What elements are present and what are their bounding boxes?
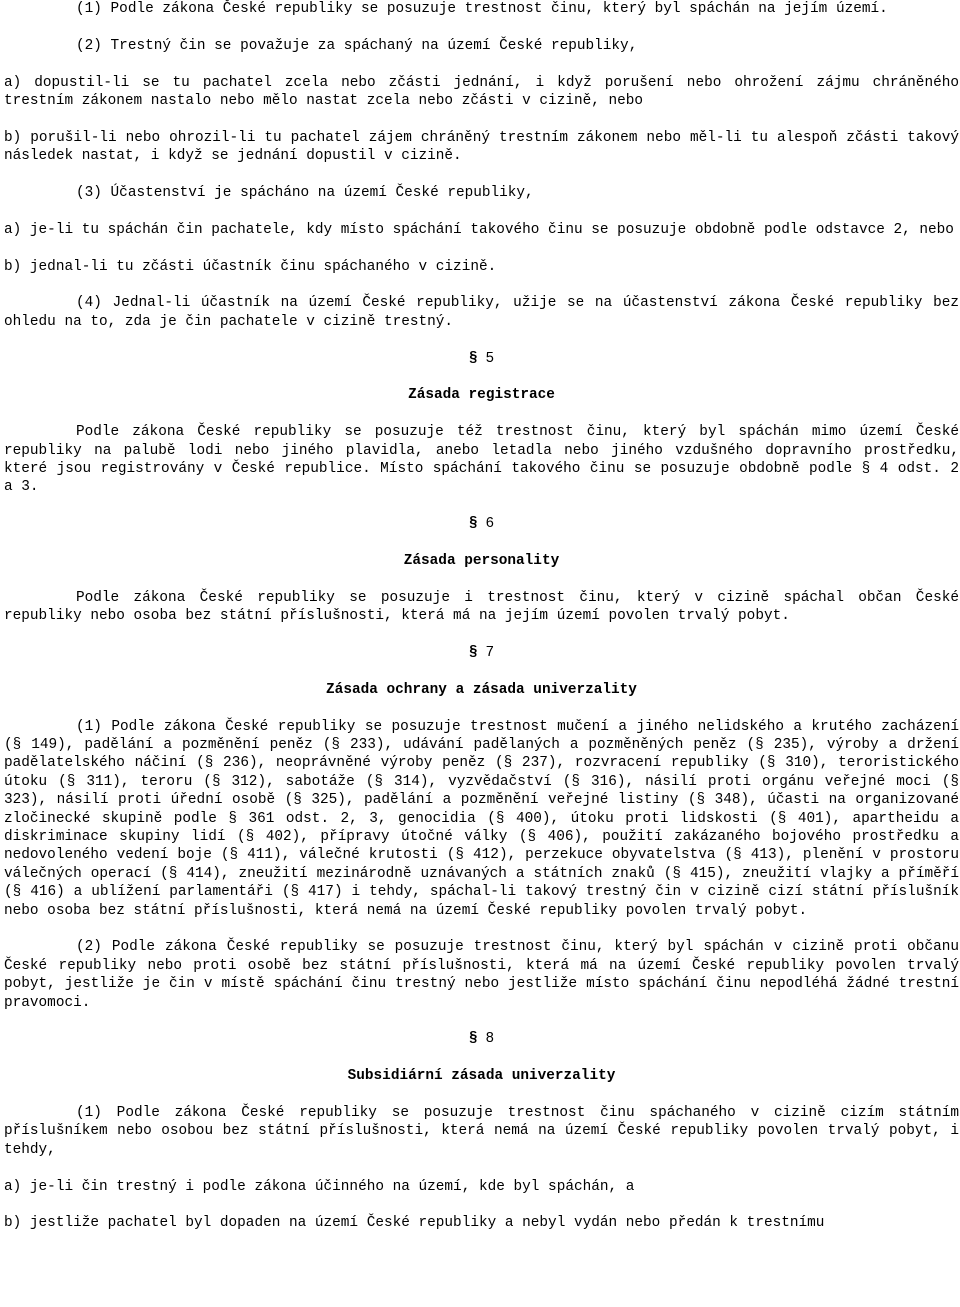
spacer xyxy=(4,1159,959,1177)
section-8-title: Subsidiární zásada univerzality xyxy=(347,1068,616,1085)
section-5-title: Zásada registrace xyxy=(408,387,555,404)
spacer xyxy=(4,570,959,588)
section-symbol: § xyxy=(468,645,478,661)
section-7-paragraph-1: (1) Podle zákona České republiky se posuzuje trestnost mučení a jiného nelidského a krutého zacházení (§ 149), padělání a pozměnění peněz (§ 233), udávání padělaných a pozměněných peněz (§ 235), výroby a držení padělatelského náčiní (§ 236), neoprávněné výroby peněz (§ 237), rozvracení republiky (§ 310), teroristického útoku (§ 311), teroru (§ 312), sabotáže (§ 314), vyzvědačství (§ 316), násilí proti orgánu veřejné moci (§ 323), násilí proti úřední osobě (§ 325), padělání a pozměnění veřejné listiny (§ 348), účasti na organizované zločinecké skupině podle § 361 odst. 2, 3, genocidia (§ 400), útoku proti lidskosti (§ 401), apartheidu a diskriminace skupiny lidí (§ 402), přípravy útočné války (§ 406), použití zakázaného bojového prostředku a nedovoleného vedení boje (§ 411), válečné krutosti (§ 412), perzekuce obyvatelstva (§ 413), plenění v prostoru válečných operací (§ 414), zneužití mezinárodně uznávaných a státních znaků (§ 415), zneužití vlajky a příměří (§ 416) a ublížení parlamentáři (§ 417) i tehdy, spáchal-li takový trestný čin v cizině cizí státní příslušník nebo osoba bez státní příslušnosti, která nemá na území České republiky povolen trvalý pobyt. xyxy=(4,718,959,919)
section-symbol: § xyxy=(468,516,478,533)
section-6-number xyxy=(4,515,959,533)
spacer xyxy=(4,662,959,680)
paragraph-4-2: (2) Trestný čin se považuje za spáchaný na území České republiky, xyxy=(76,37,638,54)
spacer xyxy=(4,368,959,386)
paragraph-4-3-b: b) jednal-li tu zčásti účastník činu spáchaného v cizině. xyxy=(4,258,497,275)
spacer xyxy=(4,276,959,294)
section-8-paragraph-1: (1) Podle zákona České republiky se posuzuje trestnost činu spáchaného v cizině cizím státním příslušníkem nebo osobou bez státní příslušnosti, která nemá na území České republiky povolen trvalý pobyt, i tehdy, xyxy=(4,1105,959,1158)
section-8-number xyxy=(4,1030,959,1048)
section-symbol: § xyxy=(468,350,478,367)
paragraph-4-3: (3) Účastenství je spácháno na území České republiky, xyxy=(76,185,534,201)
paragraph-4-3-a: a) je-li tu spáchán čin pachatele, kdy místo spáchání takového činu se posuzuje obdobně podle odstavce 2, nebo xyxy=(4,221,954,238)
spacer xyxy=(4,497,959,515)
spacer xyxy=(4,18,959,36)
spacer xyxy=(4,405,959,423)
section-number: 6 xyxy=(485,516,495,533)
spacer xyxy=(4,1086,959,1104)
spacer xyxy=(4,534,959,552)
spacer xyxy=(4,55,959,73)
spacer xyxy=(4,166,959,184)
paragraph-4-2-a: a) dopustil-li se tu pachatel zcela nebo zčásti jednání, i když porušení nebo ohrožení zájmu chráněného trestním zákonem nastalo nebo mělo nastat zcela nebo zčásti v cizině, nebo xyxy=(4,74,959,109)
spacer xyxy=(4,626,959,644)
paragraph-4-4: (4) Jednal-li účastník na území České republiky, užije se na účastenství zákona České republiky bez ohledu na to, zda je čin pachatele v cizině trestný. xyxy=(4,295,959,330)
paragraph-4-2-b: b) porušil-li nebo ohrozil-li tu pachatel zájem chráněný trestním zákonem nebo měl-li tu alespoň zčásti takový následek nastat, i když se jednání dopustil v cizině. xyxy=(4,129,959,165)
section-7-title: Zásada ochrany a zásada univerzality xyxy=(326,681,637,698)
section-8-paragraph-1-a: a) je-li čin trestný i podle zákona účinného na území, kde byl spáchán, a xyxy=(4,1178,635,1195)
spacer xyxy=(4,202,959,220)
spacer xyxy=(4,110,959,128)
spacer xyxy=(4,920,959,938)
section-6-title: Zásada personality xyxy=(403,553,560,569)
spacer xyxy=(4,239,959,257)
section-symbol: § xyxy=(468,1031,478,1048)
spacer xyxy=(4,699,959,717)
section-5-number xyxy=(4,350,959,368)
section-number: 8 xyxy=(485,1031,495,1048)
document-page xyxy=(4,0,959,1233)
section-5-paragraph: Podle zákona České republiky se posuzuje též trestnost činu, který byl spáchán mimo území České republiky na palubě lodi nebo jiného plavidla, anebo letadla nebo jiného vzdušného dopravního prostředku, které jsou registrovány v České republice. Místo spáchání takového činu se posuzuje obdobně podle § 4 odst. 2 a 3. xyxy=(4,424,959,496)
spacer xyxy=(4,331,959,349)
spacer xyxy=(4,1196,959,1214)
section-6-paragraph: Podle zákona České republiky se posuzuje i trestnost činu, který v cizině spáchal občan České republiky nebo osoba bez státní příslušnosti, která má na jejím území povolen trvalý pobyt. xyxy=(4,589,959,625)
section-number: 5 xyxy=(485,350,495,367)
paragraph-4-1: (1) Podle zákona České republiky se posuzuje trestnost činu, který byl spáchán na jejím území. xyxy=(76,1,888,17)
section-7-paragraph-2: (2) Podle zákona České republiky se posuzuje trestnost činu, který byl spáchán v cizině proti občanu České republiky nebo proti osobě bez státní příslušnosti, která má na území České republiky povolen trvalý pobyt, jestliže je čin v místě spáchání činu trestný nebo jestliže místo spáchání činu nepodléhá žádné trestní pravomoci. xyxy=(4,939,959,1011)
section-7-number xyxy=(4,644,959,662)
spacer xyxy=(4,1012,959,1030)
section-number: 7 xyxy=(485,645,495,661)
section-8-paragraph-1-b: b) jestliže pachatel byl dopaden na území České republiky a nebyl vydán nebo předán k trestnímu xyxy=(4,1215,825,1232)
spacer xyxy=(4,1049,959,1067)
